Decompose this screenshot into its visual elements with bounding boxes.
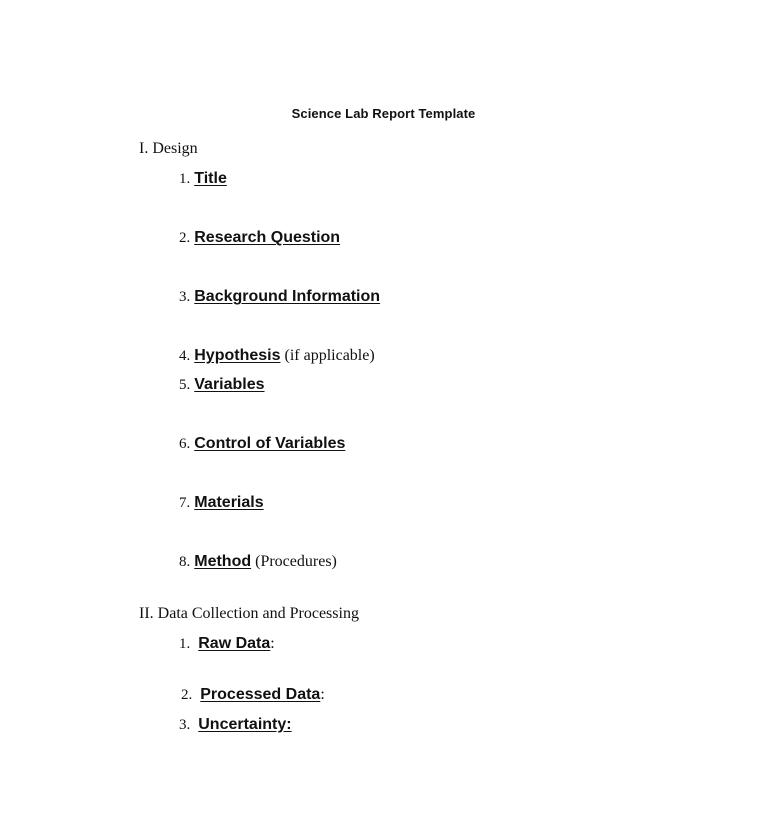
item-number: 6. (179, 436, 191, 452)
list-item (179, 376, 265, 394)
section-heading-design: I. Design (139, 140, 198, 157)
item-label: Processed Data (200, 686, 321, 703)
item-number: 3. (179, 717, 191, 733)
item-number: 5. (179, 377, 191, 393)
list-item (181, 686, 325, 704)
list-item (179, 229, 340, 247)
item-label: Uncertainty: (198, 716, 292, 733)
item-label: Background Information (194, 288, 381, 305)
list-item (179, 435, 345, 453)
section-heading-data-collection: II. Data Collection and Processing (139, 605, 359, 622)
item-suffix: (if applicable) (284, 347, 375, 364)
list-item (179, 170, 227, 188)
item-label: Research Question (194, 229, 341, 246)
item-label: Hypothesis (194, 347, 281, 364)
item-number: 8. (179, 554, 191, 570)
item-suffix: (Procedures) (255, 553, 337, 570)
item-suffix: : (270, 635, 275, 652)
list-item (179, 288, 380, 306)
item-label: Raw Data (198, 635, 271, 652)
item-number: 2. (179, 230, 191, 246)
item-label: Method (194, 553, 252, 570)
item-label: Variables (194, 376, 265, 393)
document-title: Science Lab Report Template (291, 106, 476, 121)
list-item (179, 553, 337, 571)
list-item (179, 494, 264, 512)
item-number: 4. (179, 348, 191, 364)
item-number: 1. (179, 171, 191, 187)
list-item (179, 716, 292, 734)
item-number: 2. (181, 687, 193, 703)
list-item (179, 347, 375, 365)
item-label: Materials (194, 494, 264, 511)
item-number: 3. (179, 289, 191, 305)
item-number: 7. (179, 495, 191, 511)
item-number: 1. (179, 636, 191, 652)
item-label: Control of Variables (194, 435, 346, 452)
list-item (179, 635, 275, 653)
item-suffix: : (320, 686, 325, 703)
item-label: Title (194, 170, 227, 187)
